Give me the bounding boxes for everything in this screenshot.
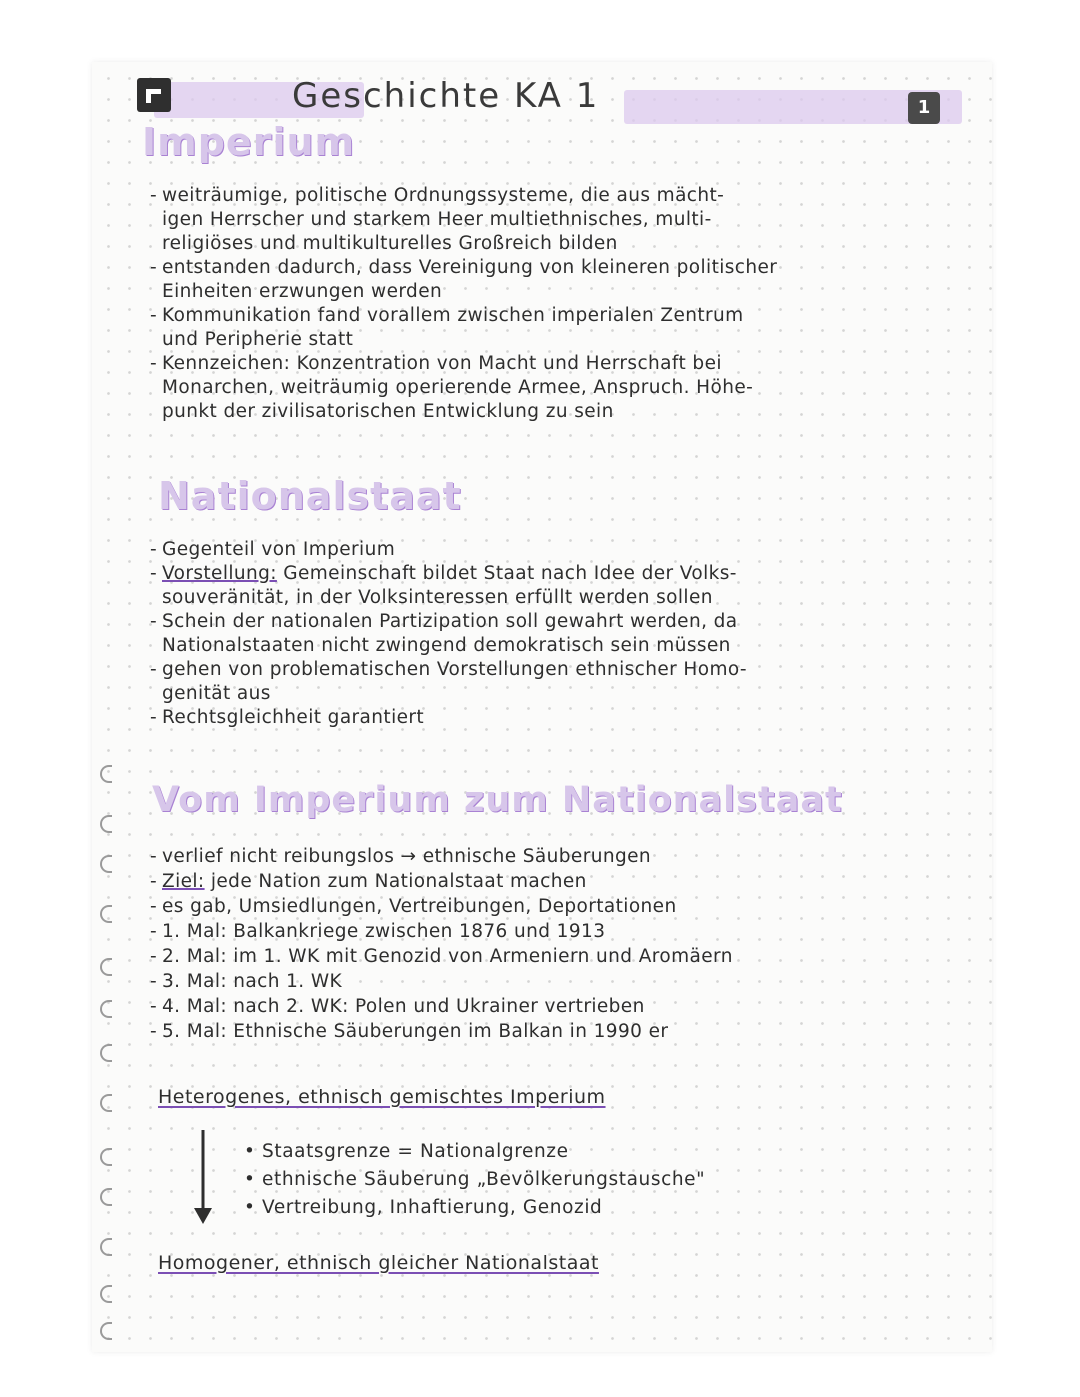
arrow-down-icon	[192, 1128, 214, 1226]
transition-bullet-4: - 1. Mal: Balkankriege zwischen 1876 und 1913	[150, 921, 606, 942]
nationalstaat-bullet-1: - Gegenteil von Imperium	[150, 539, 396, 560]
diagram-step-3: • Vertreibung, Inhaftierung, Genozid	[244, 1197, 603, 1218]
binding-ring	[100, 1188, 112, 1206]
binding-ring	[100, 855, 112, 873]
binding-ring	[100, 1094, 112, 1112]
transition-bullet-6: - 3. Mal: nach 1. WK	[150, 971, 343, 992]
nationalstaat-bullet-2-line-2: souveränität, in der Volksinteressen erfüllt werden sollen	[162, 587, 713, 608]
diagram-step-1: • Staatsgrenze = Nationalgrenze	[244, 1141, 569, 1162]
transition-bullet-5: - 2. Mal: im 1. WK mit Genozid von Armeniern und Aromäern	[150, 946, 733, 967]
diagram-top-label: Heterogenes, ethnisch gemischtes Imperium	[158, 1086, 606, 1108]
transition-bullet-8: - 5. Mal: Ethnische Säuberungen im Balkan in 1990 er	[150, 1021, 669, 1042]
notebook-page	[92, 62, 992, 1352]
binding-ring	[100, 958, 112, 976]
binding-ring	[100, 765, 112, 783]
imperium-bullet-1-line-2: igen Herrscher und starkem Heer multiethnisches, multi-	[162, 209, 712, 230]
binding-ring	[100, 905, 112, 923]
imperium-bullet-1-line-3: religiöses und multikulturelles Großreich bilden	[162, 233, 618, 254]
binding-ring	[100, 1322, 112, 1340]
transition-bullet-3: - es gab, Umsiedlungen, Vertreibungen, Deportationen	[150, 896, 677, 917]
transition-bullet-7: - 4. Mal: nach 2. WK: Polen und Ukrainer vertrieben	[150, 996, 645, 1017]
page-number: 1	[908, 92, 940, 124]
transition-bullet-2: - Ziel: jede Nation zum Nationalstaat machen	[150, 871, 587, 892]
binding-ring	[100, 815, 112, 833]
imperium-bullet-3: - Kommunikation fand vorallem zwischen imperialen Zentrum	[150, 305, 744, 326]
imperium-bullet-3-line-2: und Peripherie statt	[162, 329, 354, 350]
heading-imperium: Imperium	[142, 120, 356, 164]
imperium-bullets	[150, 184, 970, 424]
heading-transition: Vom Imperium zum Nationalstaat	[152, 780, 843, 820]
page-title: Geschichte KA 1	[292, 76, 600, 116]
binding-ring	[100, 1044, 112, 1062]
transition-bullet-1: - verlief nicht reibungslos → ethnische Säuberungen	[150, 846, 652, 867]
binding-ring	[100, 1000, 112, 1018]
heading-nationalstaat: Nationalstaat	[158, 474, 462, 518]
nationalstaat-bullet-2: - Vorstellung: Gemeinschaft bildet Staat nach Idee der Volks-	[150, 563, 737, 584]
imperium-bullet-4-line-2: Monarchen, weiträumig operierende Armee, Anspruch. Höhe-	[162, 377, 754, 398]
imperium-bullet-2: - entstanden dadurch, dass Vereinigung von kleineren politischer	[150, 257, 778, 278]
transition-bullets	[150, 844, 980, 1044]
imperium-bullet-2-line-2: Einheiten erzwungen werden	[162, 281, 443, 302]
binding-ring	[100, 1148, 112, 1166]
imperium-bullet-4-line-3: punkt der zivilisatorischen Entwicklung zu sein	[162, 401, 614, 422]
diagram-step-2: • ethnische Säuberung „Bevölkerungstausche"	[244, 1169, 706, 1190]
imperium-bullet-1: - weiträumige, politische Ordnungssysteme, die aus mächt-	[150, 185, 725, 206]
nationalstaat-bullet-3: - Schein der nationalen Partizipation soll gewahrt werden, da	[150, 611, 738, 632]
binding-ring	[100, 1285, 112, 1303]
imperium-bullet-4: - Kennzeichen: Konzentration von Macht und Herrschaft bei	[150, 353, 722, 374]
diagram-steps	[244, 1138, 705, 1222]
binding-ring	[100, 1238, 112, 1256]
nationalstaat-bullet-4-line-2: genität aus	[162, 683, 271, 704]
diagram-bottom-label: Homogener, ethnisch gleicher Nationalstaat	[158, 1252, 599, 1274]
nationalstaat-bullets	[150, 538, 980, 730]
nationalstaat-bullet-4: - gehen von problematischen Vorstellungen ethnischer Homo-	[150, 659, 748, 680]
nationalstaat-bullet-5: - Rechtsgleichheit garantiert	[150, 707, 425, 728]
nationalstaat-bullet-3-line-2: Nationalstaaten nicht zwingend demokratisch sein müssen	[162, 635, 731, 656]
notebook-logo-icon	[137, 78, 171, 112]
